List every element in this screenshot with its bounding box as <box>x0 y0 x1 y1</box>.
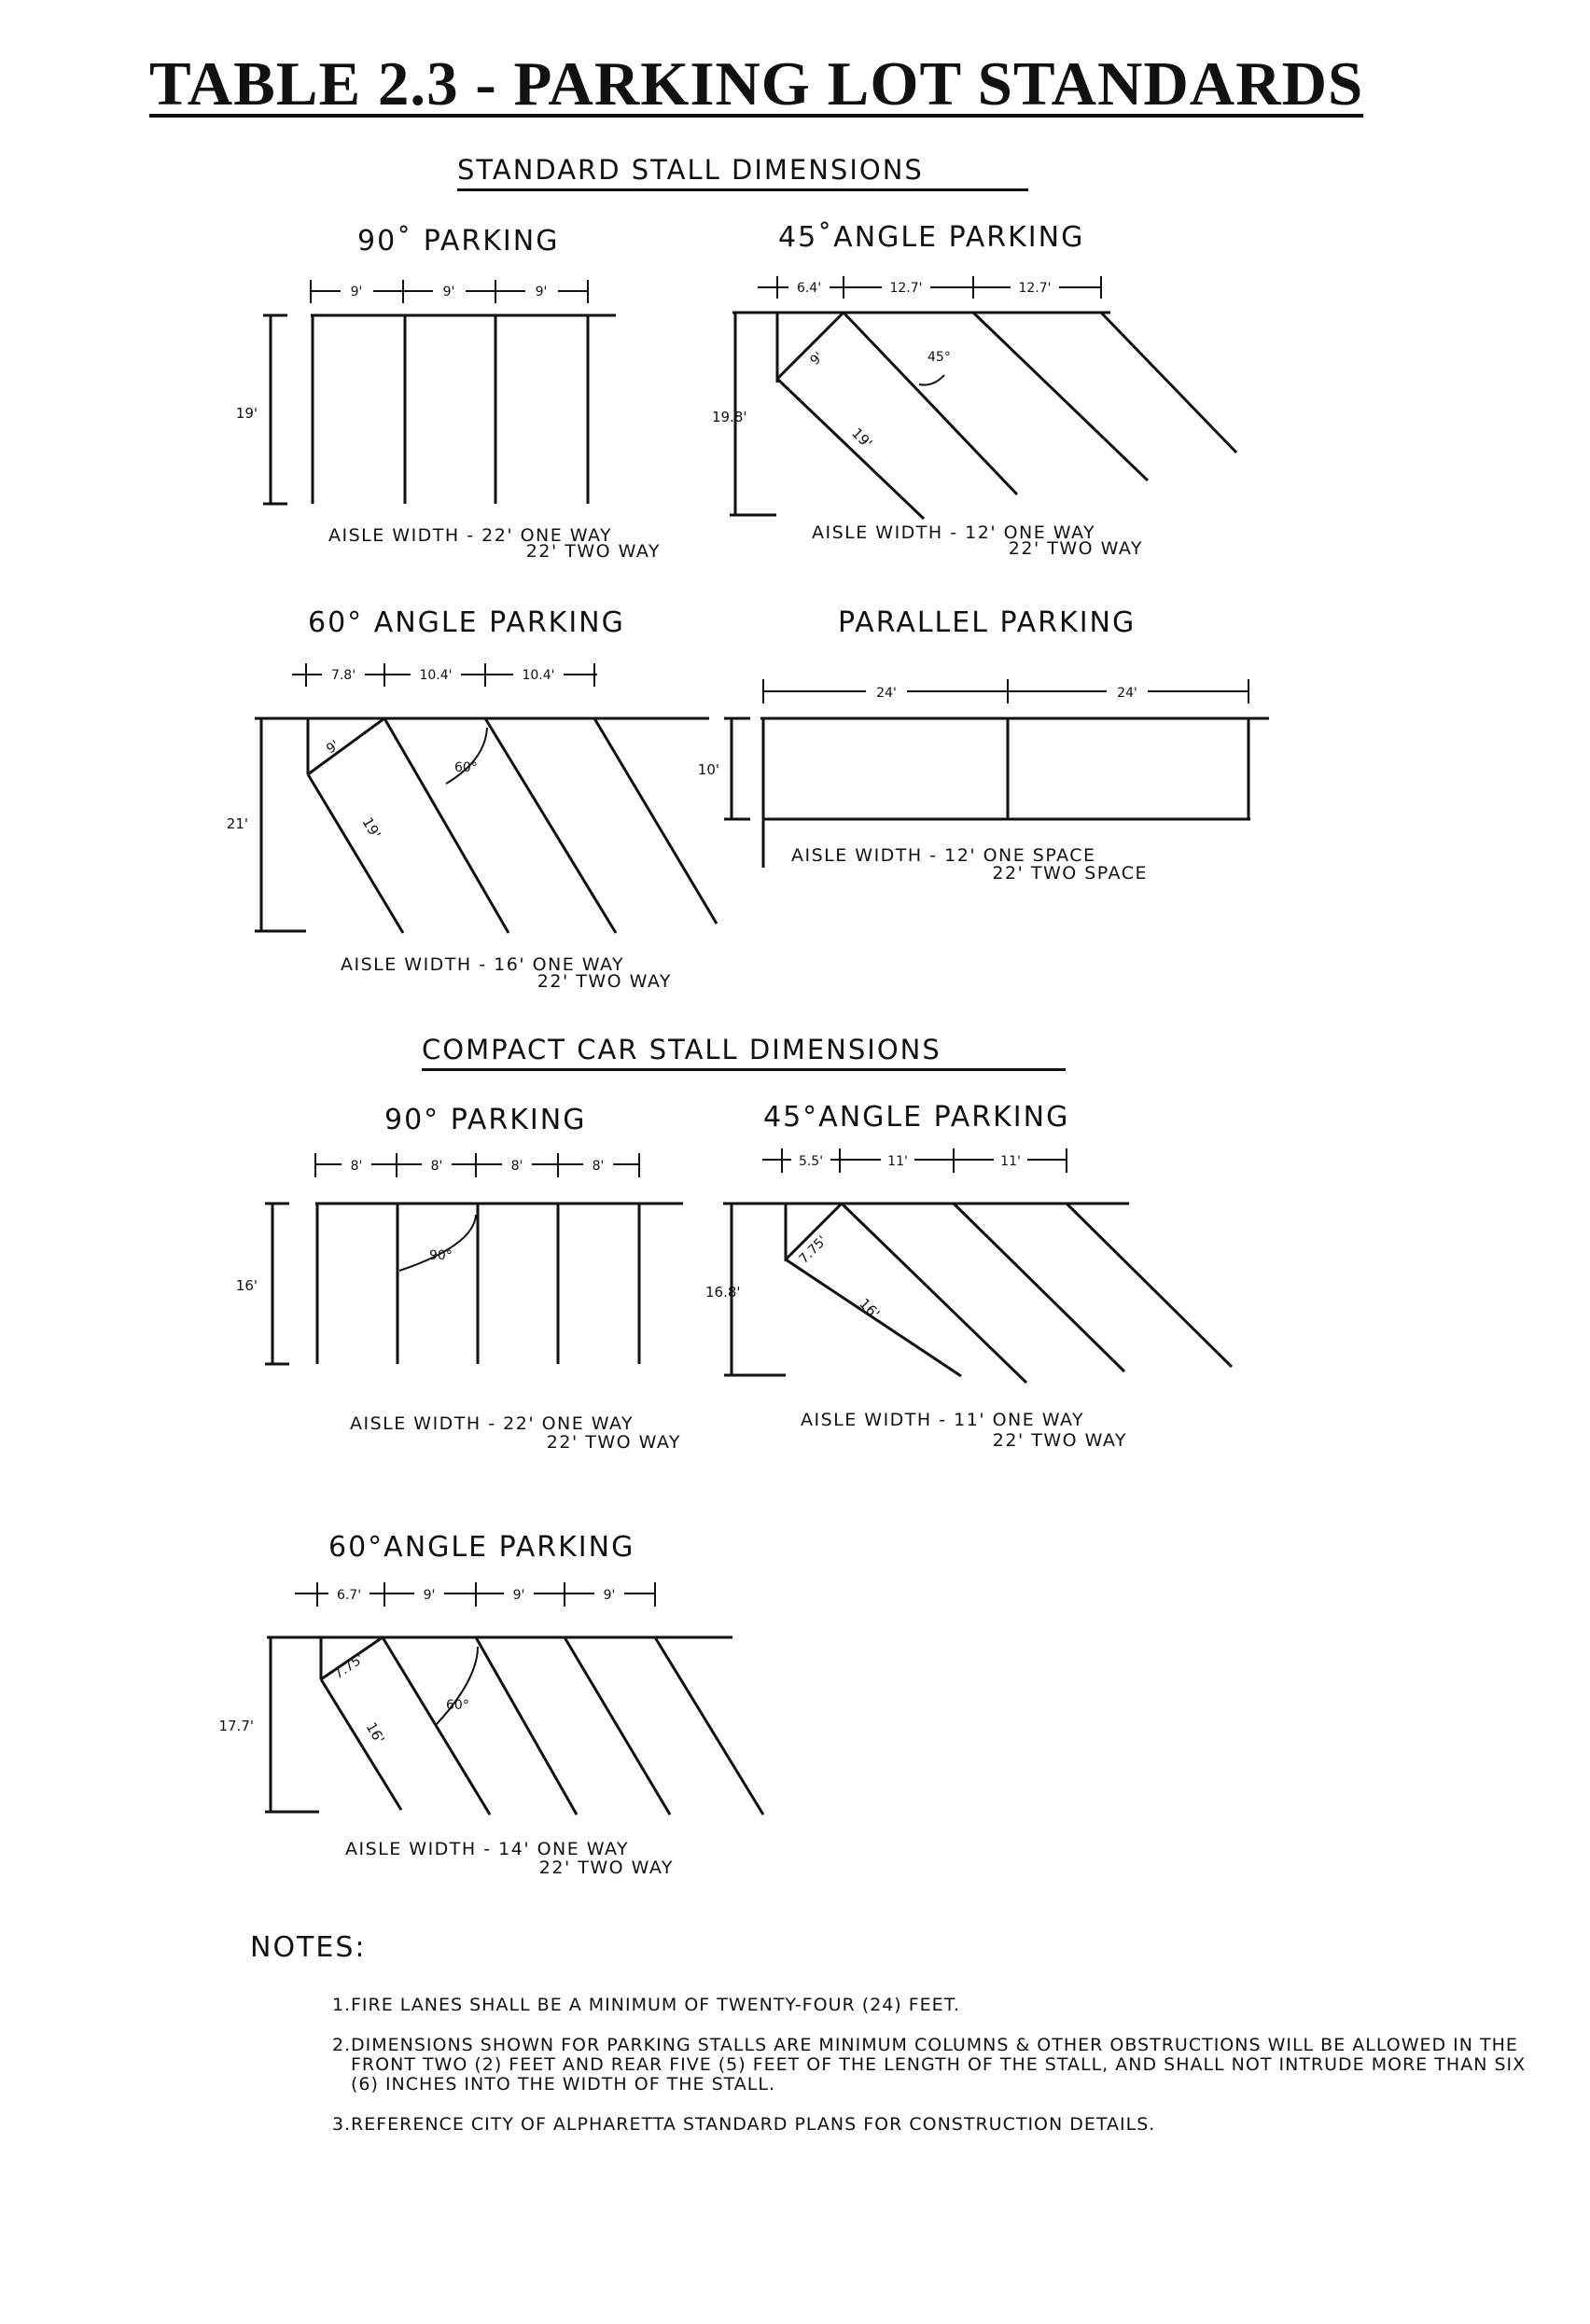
note-text: REFERENCE CITY OF ALPHARETTA STANDARD PLANS FOR CONSTRUCTION DETAILS. <box>351 2114 1156 2135</box>
dimension-label: 7.8' <box>330 668 356 683</box>
note-number: 1. <box>332 1995 352 2015</box>
stall-width-label: 7.75' <box>796 1232 830 1267</box>
diagram-standard-60 <box>227 606 717 992</box>
depth-label: 19' <box>235 405 258 422</box>
stall-length-label: 16' <box>856 1295 884 1323</box>
dimension-label: 9' <box>535 285 548 299</box>
dimension-label: 24' <box>876 686 897 701</box>
depth-label: 21' <box>226 815 248 832</box>
diagram-title: 45°ANGLE PARKING <box>763 1101 1070 1134</box>
diagram-compact-45 <box>705 1101 1232 1451</box>
dimension-label: 9' <box>442 285 455 299</box>
dimension-label: 8' <box>592 1159 605 1174</box>
note-item <box>250 1996 1556 2015</box>
aisle-width-label: AISLE WIDTH - 12' ONE SPACE <box>791 845 1096 866</box>
section-heading-standard: STANDARD STALL DIMENSIONS <box>457 154 924 186</box>
diagram-standard-45 <box>712 221 1236 559</box>
dimension-label: 12.7' <box>889 281 923 296</box>
aisle-width-label: AISLE WIDTH - 12' ONE WAY <box>812 522 1096 543</box>
stall-width-label: 7.75' <box>331 1651 367 1683</box>
stall-lines <box>732 313 1236 519</box>
aisle-width-label: 22' TWO WAY <box>1008 538 1143 559</box>
diagram-title: 60° ANGLE PARKING <box>308 606 625 639</box>
diagram-title: 45˚ANGLE PARKING <box>778 221 1085 254</box>
stall-width-label: 9' <box>807 349 827 369</box>
stall-lines <box>315 1204 683 1364</box>
dimension-label: 11' <box>1000 1154 1021 1169</box>
dimension-label: 5.5' <box>798 1154 824 1169</box>
diagram-standard-parallel <box>698 606 1269 884</box>
dimension-label: 24' <box>1117 686 1137 701</box>
note-text: DIMENSIONS SHOWN FOR PARKING STALLS ARE MINIMUM COLUMNS & OTHER OBSTRUCTIONS WILL BE ALLOWED IN THE FRONT TWO (2) FEET AND REAR FIVE (5) FEET OF THE LENGTH OF THE STALL, AND SHALL NOT INTRUDE MORE THAN SIX (6) INCHES INTO THE WIDTH OF THE STALL. <box>351 2035 1527 2094</box>
angle-arc <box>919 375 944 385</box>
aisle-width-label: 22' TWO WAY <box>992 1430 1127 1451</box>
diagram-compact-90 <box>236 1104 683 1453</box>
aisle-width-label: AISLE WIDTH - 22' ONE WAY <box>328 525 613 546</box>
depth-label: 16' <box>235 1277 258 1294</box>
dimension-label: 10.4' <box>419 668 453 683</box>
dimension-label: 9' <box>423 1588 436 1603</box>
aisle-width-label: 22' TWO SPACE <box>992 863 1148 884</box>
stall-lines <box>723 1204 1232 1383</box>
diagram-title: 90° PARKING <box>384 1104 587 1136</box>
stall-length-label: 19' <box>358 814 384 842</box>
dimension-label: 12.7' <box>1018 281 1052 296</box>
section-heading-compact: COMPACT CAR STALL DIMENSIONS <box>422 1034 941 1065</box>
stall-length-label: 19' <box>848 424 876 452</box>
diagram-title: 90˚ PARKING <box>357 225 560 257</box>
dimension-label: 9' <box>512 1588 525 1603</box>
dimension-label: 11' <box>887 1154 908 1169</box>
depth-dimension <box>263 315 287 504</box>
depth-label: 17.7' <box>218 1718 254 1734</box>
depth-label: 16.8' <box>705 1284 741 1301</box>
aisle-width-label: 22' TWO WAY <box>546 1432 681 1453</box>
note-text: FIRE LANES SHALL BE A MINIMUM OF TWENTY-FOUR (24) FEET. <box>351 1995 961 2015</box>
diagram-title: 60°ANGLE PARKING <box>328 1531 635 1564</box>
dimension-line <box>763 679 1248 703</box>
angle-label: 45° <box>928 350 951 365</box>
angle-label: 60° <box>446 1698 469 1713</box>
depth-label: 10' <box>697 761 719 778</box>
dimension-label: 8' <box>510 1159 523 1174</box>
depth-dimension <box>265 1637 319 1812</box>
aisle-width-label: 22' TWO WAY <box>538 1858 674 1878</box>
aisle-width-label: AISLE WIDTH - 11' ONE WAY <box>801 1410 1085 1430</box>
angle-label: 90° <box>429 1248 453 1263</box>
dimension-label: 8' <box>430 1159 443 1174</box>
angle-label: 60° <box>454 760 478 775</box>
stall-width-label: 9' <box>324 737 342 758</box>
depth-dimension <box>724 718 750 819</box>
diagram-title: PARALLEL PARKING <box>838 606 1137 639</box>
page-title: TABLE 2.3 - PARKING LOT STANDARDS <box>149 49 1364 118</box>
note-number: 3. <box>332 2114 352 2135</box>
stall-lines <box>311 315 616 504</box>
dimension-label: 6.4' <box>796 281 822 296</box>
stall-length-label: 16' <box>362 1719 388 1747</box>
aisle-width-label: 22' TWO WAY <box>537 971 672 992</box>
dimension-label: 6.7' <box>336 1588 362 1603</box>
dimension-label: 9' <box>350 285 363 299</box>
aisle-width-label: AISLE WIDTH - 14' ONE WAY <box>345 1839 630 1859</box>
depth-dimension <box>265 1204 289 1364</box>
diagram-compact-60 <box>218 1531 763 1878</box>
note-item <box>250 2115 1556 2135</box>
diagram-standard-90 <box>236 225 661 562</box>
stall-lines <box>255 718 717 933</box>
aisle-width-label: AISLE WIDTH - 22' ONE WAY <box>350 1413 635 1434</box>
aisle-width-label: AISLE WIDTH - 16' ONE WAY <box>341 954 625 975</box>
dimension-label: 8' <box>350 1159 363 1174</box>
note-number: 2. <box>332 2035 352 2055</box>
aisle-width-label: 22' TWO WAY <box>525 541 661 562</box>
dimension-label: 9' <box>603 1588 616 1603</box>
notes-section <box>250 1931 1556 2155</box>
notes-heading: NOTES: <box>250 1931 367 1964</box>
note-item <box>250 2036 1556 2094</box>
angle-arc <box>446 728 487 784</box>
depth-dimension <box>255 718 306 931</box>
depth-label: 19.8' <box>712 409 747 425</box>
dimension-label: 10.4' <box>522 668 555 683</box>
